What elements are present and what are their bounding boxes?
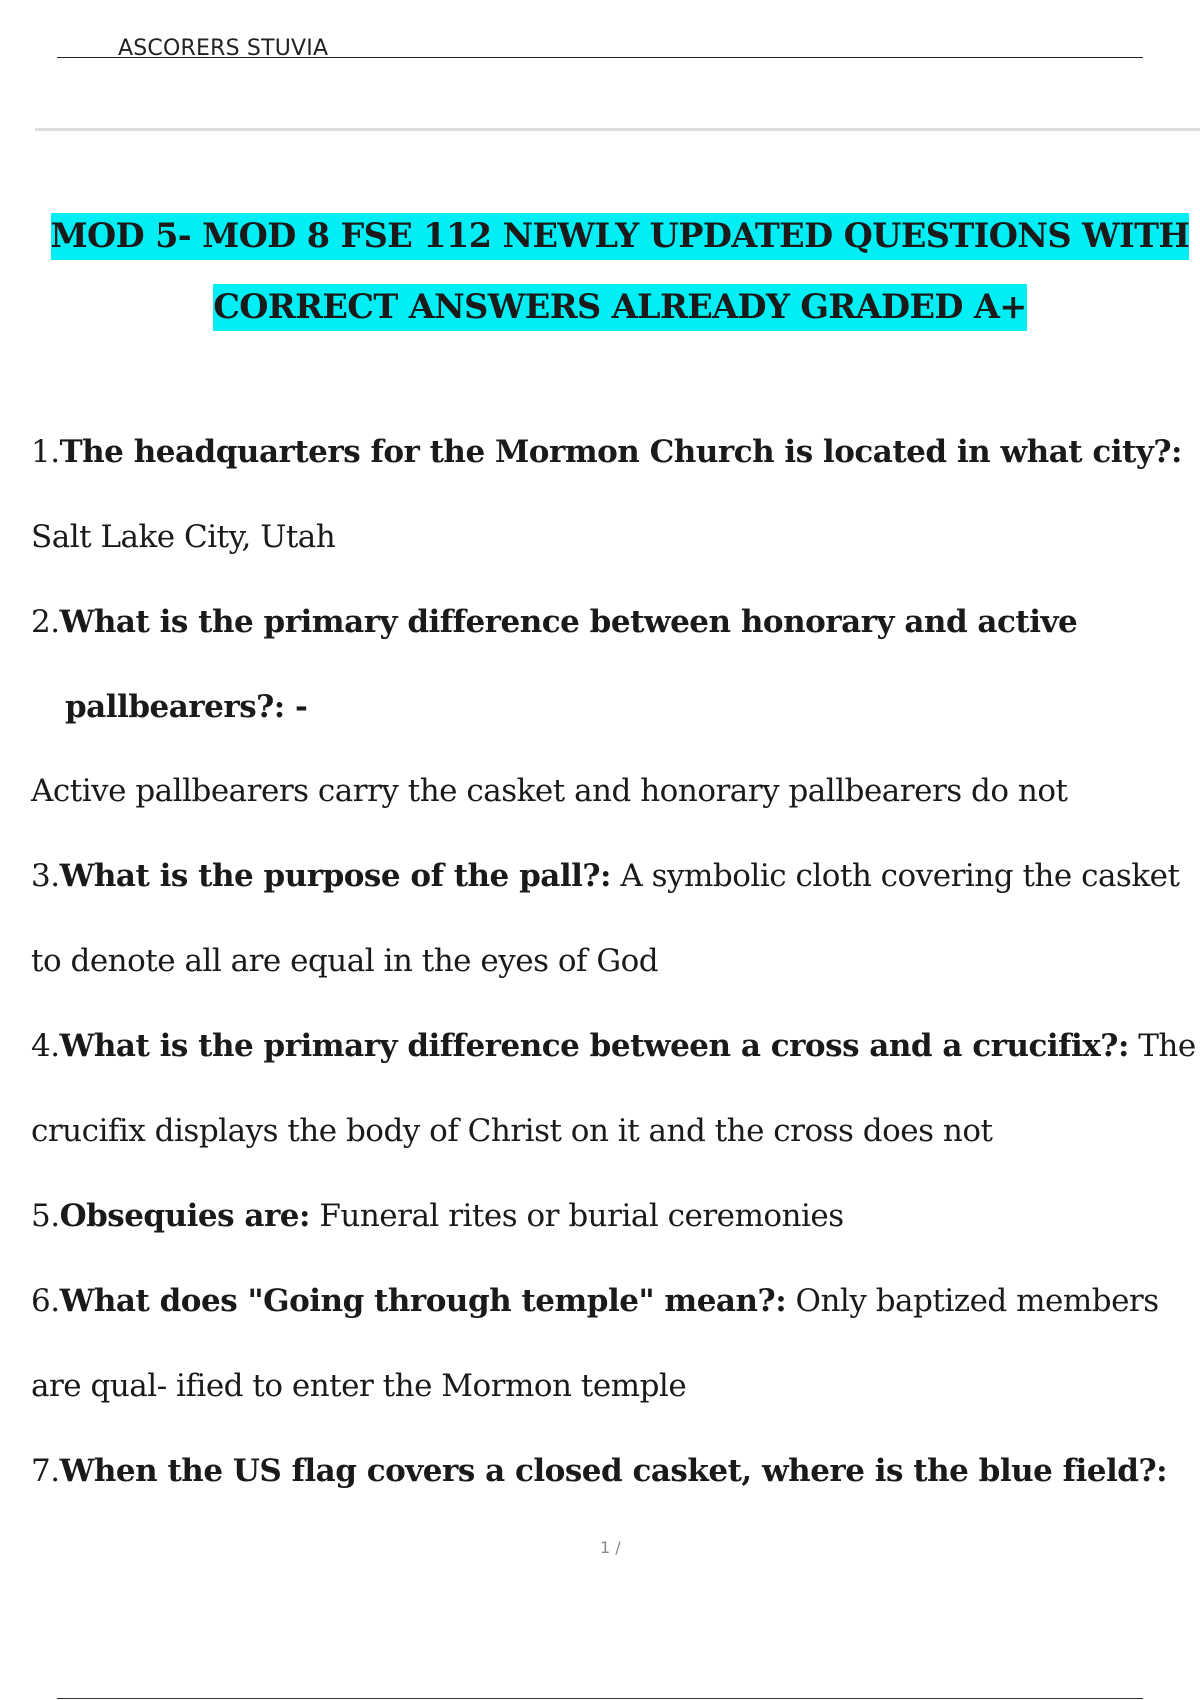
- item-number: 7.: [31, 1453, 60, 1489]
- page-number: 1 /: [600, 1538, 621, 1557]
- item-number: 3.: [31, 858, 60, 894]
- question-text: The headquarters for the Mormon Church is located in what city?:: [59, 434, 1182, 470]
- qa-item-2-answer-line: [31, 749, 1191, 834]
- question-text: What does "Going through temple" mean?:: [59, 1283, 787, 1319]
- answer-text: Salt Lake City, Utah: [31, 519, 336, 555]
- answer-text-continued: crucifix displays the body of Christ on it and the cross does not: [31, 1113, 993, 1149]
- question-text: Obsequies are:: [59, 1198, 310, 1234]
- question-text: What is the primary difference between honorary and active: [59, 604, 1078, 640]
- qa-item-5-line: [31, 1174, 1191, 1259]
- item-number: 6.: [31, 1283, 60, 1319]
- question-text-continued: pallbearers?: -: [65, 689, 308, 725]
- document-title: [30, 200, 1200, 342]
- answer-text: The: [1128, 1028, 1196, 1064]
- answer-text: Funeral rites or burial ceremonies: [309, 1198, 844, 1234]
- qa-item-4-question-line: [31, 1004, 1196, 1089]
- qa-item-3-answer-line-2: [31, 919, 1191, 1004]
- title-line-1: MOD 5- MOD 8 FSE 112 NEWLY UPDATED QUESTIONS WITH: [51, 213, 1190, 260]
- title-line-2: CORRECT ANSWERS ALREADY GRADED A+: [213, 284, 1027, 331]
- qa-item-3-question-line: [31, 834, 1191, 919]
- qa-item-7-question-line: [31, 1429, 1191, 1514]
- item-number: 5.: [31, 1198, 60, 1234]
- separator-line: [35, 128, 1200, 131]
- answer-text-continued: are qual- ified to enter the Mormon temple: [31, 1368, 687, 1404]
- header-text: ASCORERS STUVIA: [118, 36, 329, 61]
- question-text: When the US flag covers a closed casket, where is the blue field?:: [59, 1453, 1168, 1489]
- qa-item-6-question-line: [31, 1259, 1191, 1344]
- item-number: 2.: [31, 604, 60, 640]
- question-text: What is the purpose of the pall?:: [59, 858, 611, 894]
- answer-text-continued: to denote all are equal in the eyes of God: [31, 943, 659, 979]
- qa-item-4-answer-line-2: [31, 1089, 1191, 1174]
- answer-text: Active pallbearers carry the casket and honorary pallbearers do not: [31, 773, 1068, 809]
- answer-text: Only baptized members: [786, 1283, 1159, 1319]
- answer-text: A symbolic cloth covering the casket: [611, 858, 1180, 894]
- qa-item-1-question-line: [31, 410, 1191, 495]
- qa-item-6-answer-line-2: [31, 1344, 1191, 1429]
- qa-item-1-answer-line: [31, 495, 1191, 580]
- qa-item-2-question-line-2: [31, 665, 1200, 750]
- qa-item-2-question-line: [31, 580, 1191, 665]
- item-number: 4.: [31, 1028, 60, 1064]
- question-text: What is the primary difference between a cross and a crucifix?:: [59, 1028, 1129, 1064]
- item-number: 1.: [31, 434, 60, 470]
- footer-rule: [57, 1698, 1143, 1699]
- header-rule: [57, 57, 1143, 58]
